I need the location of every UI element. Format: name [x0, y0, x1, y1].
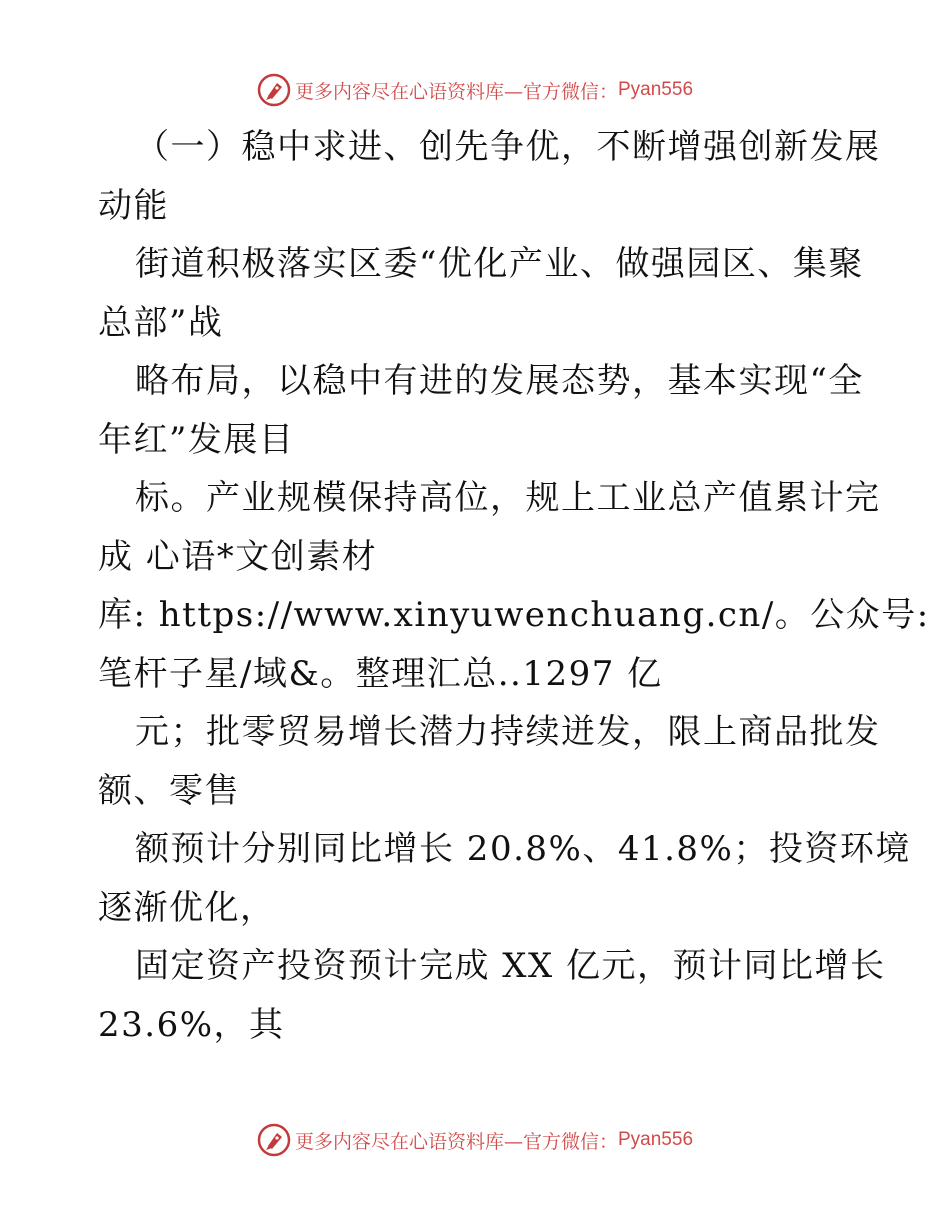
text-line: 元；批零贸易增长潜力持续迸发，限上商品批发: [135, 712, 881, 752]
text-line: 额预计分别同比增长 20.8%、41.8%；投资环境: [135, 829, 911, 869]
text-line: （一）稳中求进、创先争优，不断增强创新发展: [135, 127, 881, 167]
pen-nib-logo-icon: [257, 73, 291, 107]
footer-banner-text: 更多内容尽在心语资料库—官方微信：: [294, 1130, 618, 1153]
text-line: 标。产业规模保持高位，规上工业总产值累计完: [135, 478, 881, 518]
text-line: 年红”发展目: [98, 419, 295, 460]
text-line: 库: https://www.xinyuwenchuang.cn/。公众号:: [98, 595, 930, 635]
text-line: 笔杆子星/域&。整理汇总..1297 亿: [98, 653, 663, 694]
text-line: 总部”战: [98, 302, 224, 343]
header-banner-text: 更多内容尽在心语资料库—官方微信：: [294, 80, 618, 103]
text-line: 23.6%，其: [98, 1004, 285, 1045]
pen-nib-logo-icon: [257, 1123, 291, 1157]
document-body: [98, 118, 930, 1054]
header-banner: [0, 70, 950, 110]
text-line: 成 心语*文创素材: [98, 536, 378, 577]
footer-banner-wechat-id: Pyan556: [618, 1129, 694, 1150]
text-line: 额、零售: [98, 770, 240, 811]
text-line: 街道积极落实区委“优化产业、做强园区、集聚: [135, 244, 864, 284]
header-banner-wechat-id: Pyan556: [618, 79, 694, 100]
text-line: 动能: [98, 185, 169, 226]
text-line: 略布局，以稳中有进的发展态势，基本实现“全: [135, 361, 864, 401]
text-line: 固定资产投资预计完成 XX 亿元，预计同比增长: [135, 946, 886, 986]
footer-banner: [0, 1120, 950, 1160]
text-line: 逐渐优化，: [98, 887, 276, 928]
